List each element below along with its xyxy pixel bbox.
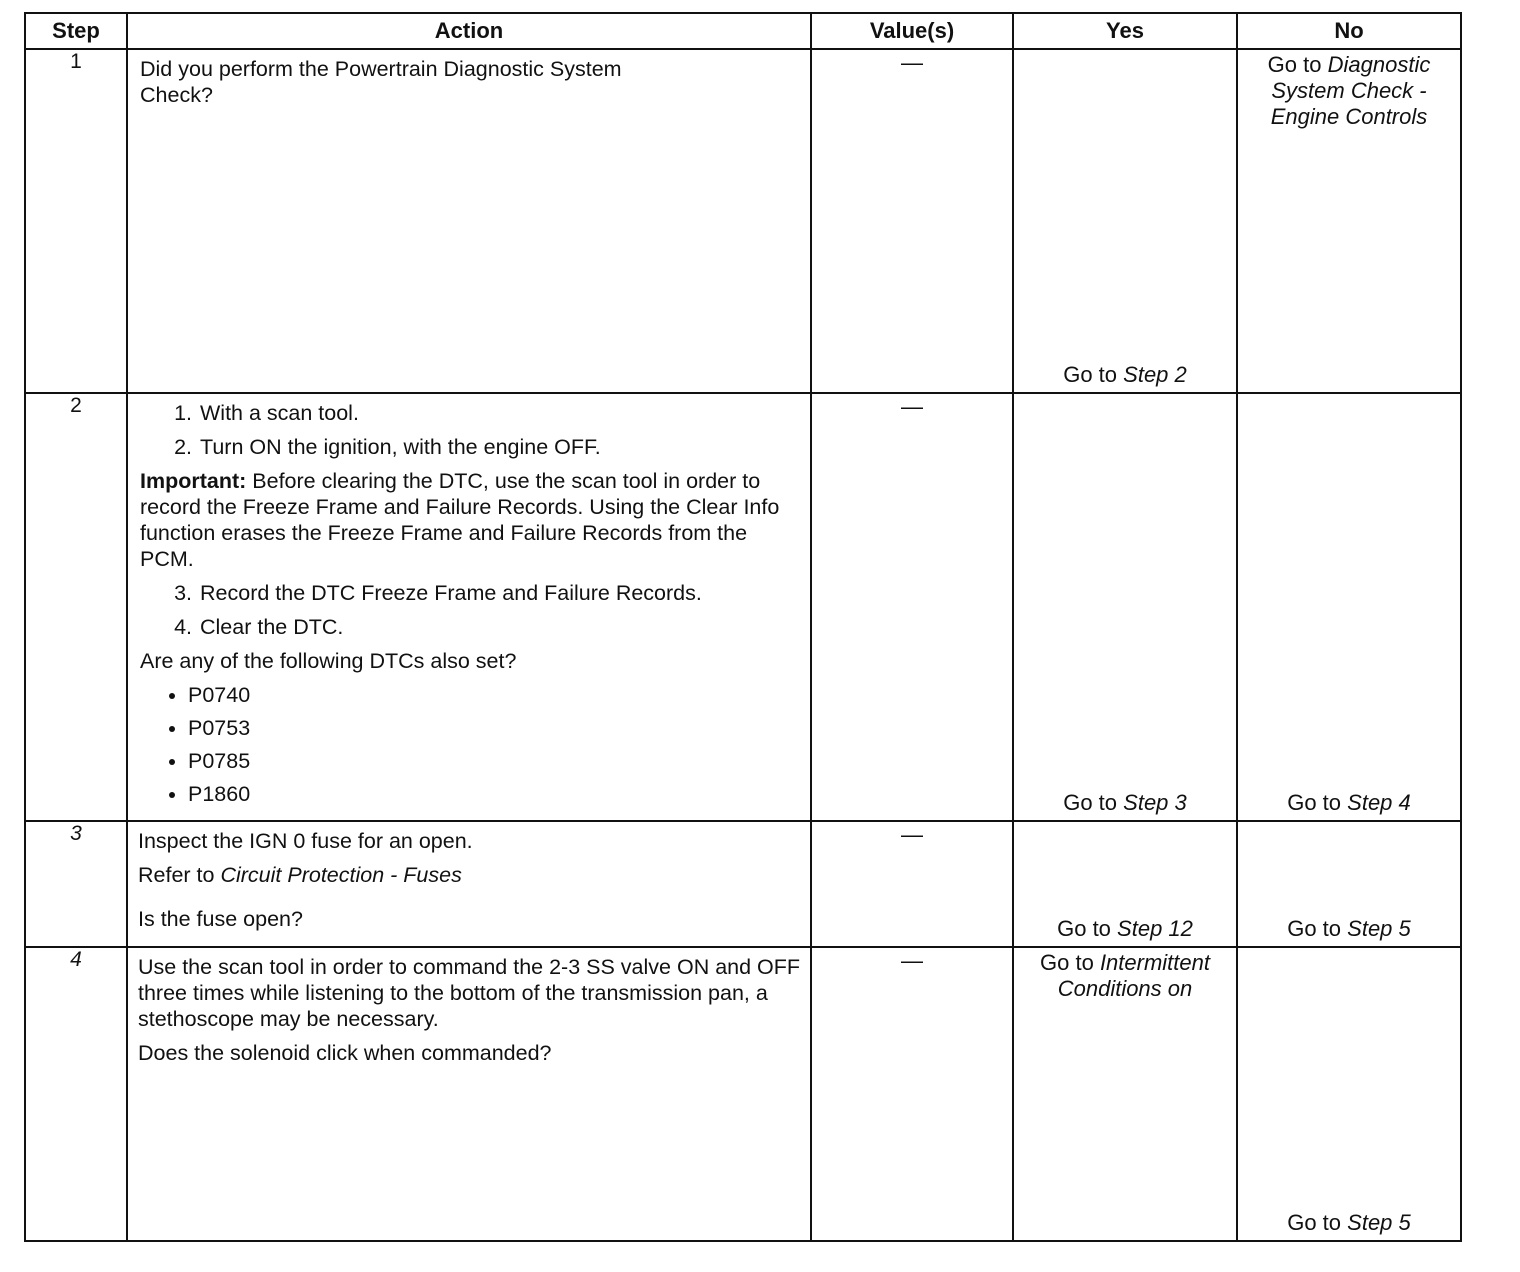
diagnostic-table — [24, 12, 1462, 1242]
action-cell — [127, 393, 811, 821]
no-target[interactable]: Step 5 — [1347, 916, 1411, 941]
action-line: Use the scan tool in order to command the 2-3 SS valve ON and OFF three times while listening to the bottom of the transmission pan, a stethoscope may be necessary. — [138, 955, 801, 1031]
dtc-item: • P0740 — [188, 682, 802, 708]
no-cell — [1237, 393, 1461, 821]
step-number: 3 — [25, 821, 127, 947]
header-row — [25, 13, 1461, 49]
value-cell: — — [811, 821, 1013, 947]
header-no: No — [1237, 13, 1461, 49]
no-target[interactable]: Step 5 — [1347, 1210, 1411, 1235]
important-label: Important: — [140, 469, 247, 493]
important-text: Before clearing the DTC, use the scan tool in order to record the Freeze Frame and Failure Records. Using the Clear Info function erases the Freeze Frame and Failure Records from the PCM. — [140, 469, 780, 571]
dtc-item: • P1860 — [188, 781, 802, 807]
header-values: Value(s) — [811, 13, 1013, 49]
yes-prefix: Go to — [1040, 950, 1094, 975]
action-question: Did you perform the Powertrain Diagnostic System Check? — [140, 57, 622, 107]
important-note — [140, 468, 802, 572]
table-row — [25, 49, 1461, 393]
yes-target[interactable]: Intermittent Conditions on — [1057, 950, 1210, 1001]
no-cell — [1237, 49, 1461, 393]
yes-prefix: Go to — [1057, 916, 1111, 941]
action-question: Is the fuse open? — [138, 907, 303, 931]
no-cell — [1237, 947, 1461, 1241]
yes-cell — [1013, 821, 1237, 947]
header-action: Action — [127, 13, 811, 49]
value-cell: — — [811, 49, 1013, 393]
action-cell — [127, 821, 811, 947]
action-question: Are any of the following DTCs also set? — [140, 649, 517, 673]
yes-prefix: Go to — [1063, 362, 1118, 387]
refer-line — [138, 862, 802, 888]
no-target[interactable]: Step 4 — [1347, 790, 1411, 815]
no-prefix: Go to — [1287, 916, 1342, 941]
header-step: Step — [25, 13, 127, 49]
refer-target[interactable]: Circuit Protection - Fuses — [220, 863, 462, 887]
table-row — [25, 393, 1461, 821]
action-cell — [127, 947, 811, 1241]
no-target[interactable]: Diagnostic System Check - Engine Controls — [1270, 52, 1431, 129]
table-row — [25, 821, 1461, 947]
dtc-item: • P0753 — [188, 715, 802, 741]
step-number: 1 — [25, 49, 127, 393]
list-item: 2. Turn ON the ignition, with the engine OFF. — [198, 434, 802, 460]
dtc-item: • P0785 — [188, 748, 802, 774]
action-line: Inspect the IGN 0 fuse for an open. — [138, 829, 473, 853]
action-steps-list — [140, 400, 802, 460]
yes-target[interactable]: Step 12 — [1117, 916, 1193, 941]
no-prefix: Go to — [1267, 52, 1322, 77]
yes-cell — [1013, 49, 1237, 393]
refer-prefix: Refer to — [138, 863, 215, 887]
list-item: 4. Clear the DTC. — [198, 614, 802, 640]
step-number: 4 — [25, 947, 127, 1241]
value-cell: — — [811, 947, 1013, 1241]
yes-target[interactable]: Step 2 — [1123, 362, 1187, 387]
list-item: 3. Record the DTC Freeze Frame and Failure Records. — [198, 580, 802, 606]
value-cell: — — [811, 393, 1013, 821]
action-question: Does the solenoid click when commanded? — [138, 1041, 552, 1065]
yes-cell — [1013, 393, 1237, 821]
yes-target[interactable]: Step 3 — [1123, 790, 1187, 815]
yes-cell — [1013, 947, 1237, 1241]
step-number: 2 — [25, 393, 127, 821]
no-cell — [1237, 821, 1461, 947]
no-prefix: Go to — [1287, 1210, 1342, 1235]
action-steps-list — [140, 580, 802, 640]
no-prefix: Go to — [1287, 790, 1342, 815]
action-cell — [127, 49, 811, 393]
yes-prefix: Go to — [1063, 790, 1118, 815]
header-yes: Yes — [1013, 13, 1237, 49]
dtc-list — [140, 682, 802, 807]
table-row — [25, 947, 1461, 1241]
list-item: 1. With a scan tool. — [198, 400, 802, 426]
